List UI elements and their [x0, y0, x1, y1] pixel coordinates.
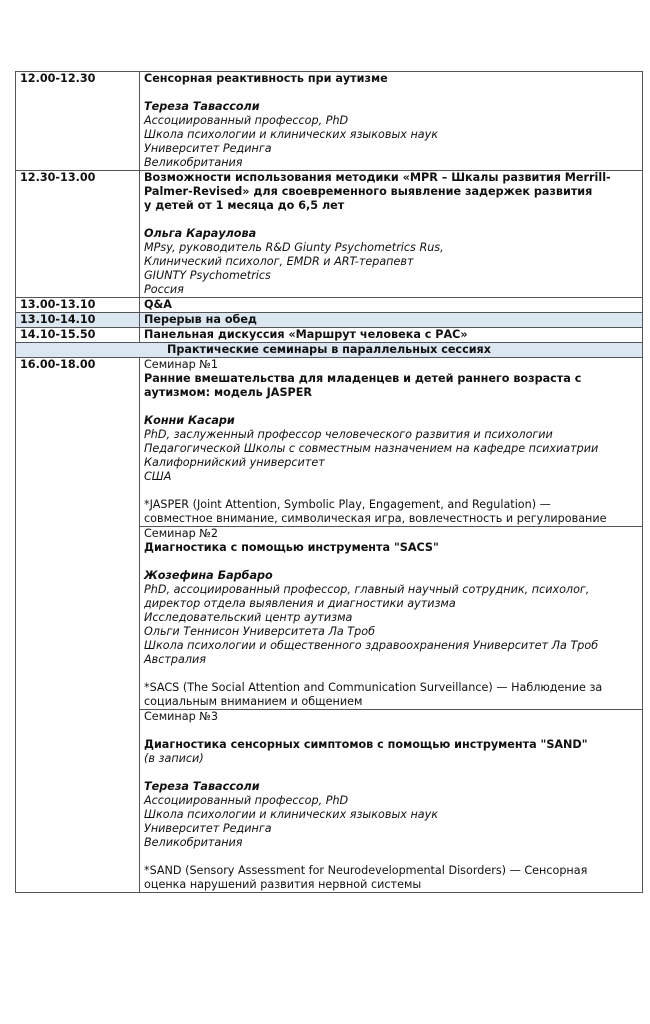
session-time: 12.00-12.30: [16, 72, 140, 171]
speaker-detail: Ассоциированный профессор, PhD: [144, 114, 349, 127]
speaker-detail: Школа психологии и клинических языковых наук: [144, 808, 439, 821]
speaker-detail: Исследовательский центр аутизма: [144, 611, 353, 624]
speaker-detail: Школа психологии и общественного здравоохранения Университет Ла Троб: [144, 639, 599, 652]
table-row: [16, 343, 643, 358]
seminar-label: Семинар №3: [144, 710, 218, 723]
table-row: [16, 313, 643, 328]
speaker-detail: США: [144, 470, 172, 483]
speaker-detail: директор отдела выявления и диагностики аутизма: [144, 597, 456, 610]
seminar-title-line: Диагностика сенсорных симптомов с помощью инструмента "SAND": [144, 738, 588, 751]
session-title: Перерыв на обед: [140, 313, 643, 328]
speaker-detail: Ассоциированный профессор, PhD: [144, 794, 349, 807]
seminar-title-line: Ранние вмешательства для младенцев и детей раннего возраста с: [144, 372, 582, 385]
speaker-name: Жозефина Барбаро: [144, 569, 273, 582]
session-time: 14.10-15.50: [16, 328, 140, 343]
seminar-note-line: *JASPER (Joint Attention, Symbolic Play, Engagement, and Regulation) —: [144, 498, 551, 511]
speaker-detail: Великобритания: [144, 836, 243, 849]
table-row: [16, 72, 643, 171]
session-title: Сенсорная реактивность при аутизме: [144, 72, 388, 85]
session-cell: [140, 72, 643, 171]
seminar-title-line: аутизмом: модель JASPER: [144, 386, 312, 399]
seminar-cell: [140, 527, 643, 710]
session-time: 13.00-13.10: [16, 298, 140, 313]
seminar-note-line: социальным вниманием и общением: [144, 695, 363, 708]
speaker-detail: MPsy, руководитель R&D Giunty Psychometrics Rus,: [144, 241, 444, 254]
speaker-detail: Школа психологии и клинических языковых наук: [144, 128, 439, 141]
session-cell: [140, 171, 643, 298]
session-time: 13.10-14.10: [16, 313, 140, 328]
session-time: 12.30-13.00: [16, 171, 140, 298]
table-row: [16, 358, 643, 527]
speaker-name: Ольга Караулова: [144, 227, 257, 240]
seminar-subtitle: (в записи): [144, 752, 204, 765]
speaker-detail: Россия: [144, 283, 184, 296]
program-table: [15, 71, 643, 893]
speaker-detail: GIUNTY Psychometrics: [144, 269, 271, 282]
seminar-title-line: Диагностика с помощью инструмента "SACS": [144, 541, 439, 554]
speaker-detail: Педагогической Школы с совместным назначением на кафедре психиатрии: [144, 442, 599, 455]
speaker-detail: Австралия: [144, 653, 207, 666]
seminar-note-line: совместное внимание, символическая игра, вовлечестность и регулирование: [144, 512, 607, 525]
seminar-label: Семинар №1: [144, 358, 218, 371]
session-title-line: у детей от 1 месяца до 6,5 лет: [144, 199, 345, 212]
session-title: Q&A: [140, 298, 643, 313]
table-row: [16, 298, 643, 313]
seminar-cell: [140, 710, 643, 893]
table-row: [16, 171, 643, 298]
seminar-note-line: *SAND (Sensory Assessment for Neurodevelopmental Disorders) — Сенсорная: [144, 864, 588, 877]
speaker-detail: Университет Рединга: [144, 822, 272, 835]
speaker-detail: PhD, ассоциированный профессор, главный научный сотрудник, психолог,: [144, 583, 590, 596]
speaker-name: Тереза Тавассоли: [144, 100, 260, 113]
seminar-note-line: оценка нарушений развития нервной системы: [144, 878, 422, 891]
speaker-detail: Университет Рединга: [144, 142, 272, 155]
speaker-detail: PhD, заслуженный профессор человеческого развития и психологии: [144, 428, 553, 441]
session-title-line: Palmer-Revised» для своевременного выявление задержек развития: [144, 185, 593, 198]
speaker-detail: Ольги Теннисон Университета Ла Троб: [144, 625, 375, 638]
speaker-detail: Великобритания: [144, 156, 243, 169]
seminars-time: 16.00-18.00: [16, 358, 140, 893]
speaker-detail: Калифорнийский университет: [144, 456, 325, 469]
seminar-note-line: *SACS (The Social Attention and Communication Surveillance) — Наблюдение за: [144, 681, 603, 694]
session-title: Панельная дискуссия «Маршрут человека с РАС»: [140, 328, 643, 343]
table-row: [16, 328, 643, 343]
seminar-cell: [140, 358, 643, 527]
parallel-sessions-header: Практические семинары в параллельных сессиях: [16, 343, 643, 358]
speaker-detail: Клинический психолог, EMDR и ART-терапевт: [144, 255, 414, 268]
seminar-label: Семинар №2: [144, 527, 218, 540]
speaker-name: Тереза Тавассоли: [144, 780, 260, 793]
session-title-line: Возможности использования методики «MPR – Шкалы развития Merrill-: [144, 171, 611, 184]
speaker-name: Конни Касари: [144, 414, 235, 427]
